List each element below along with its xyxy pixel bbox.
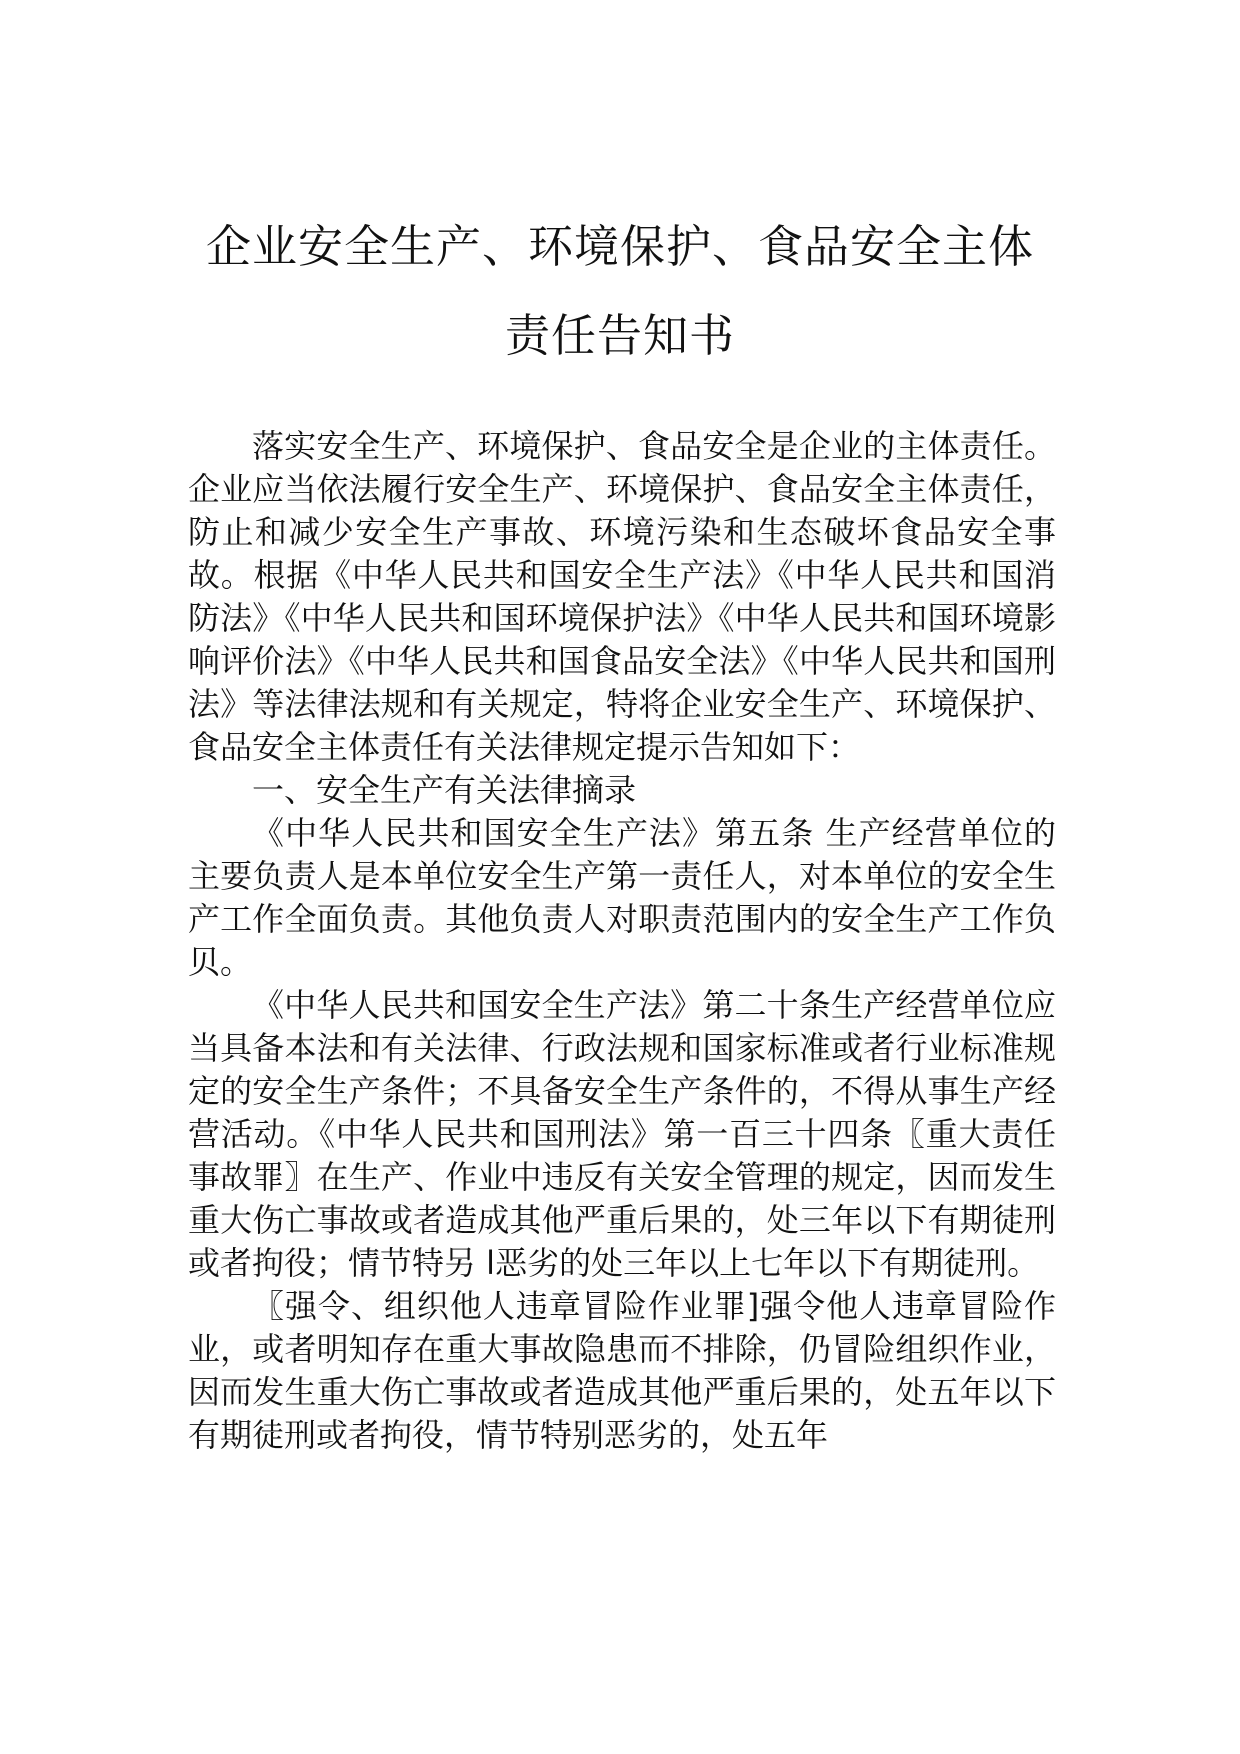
document-title-line-2: 责任告知书 — [504, 309, 735, 362]
document-body — [188, 425, 1056, 1457]
document-title-line-1: 企业安全生产、环境保护、食品安全主体 — [205, 220, 1034, 273]
law-excerpt-article-20: 《中华人民共和国安全生产法》第二十条生产经营单位应当具备本法和有关法律、行政法规和国家标准或者行业标准规定的安全生产条件；不具备安全生产条件的，不得从事生产经营活动。《中华人民共和国刑法》第一百三十四条〖重大责任事故罪〗在生产、作业中违反有关安全管理的规定，因而发生重大伤亡事故或者造成其他严重后果的，处三年以下有期徒刑或者拘役；情节特另 l恶劣的处三年以上七年以下有期徒刑。 — [188, 986, 1056, 1282]
section-heading-safety-law: 一、安全生产有关法律摘录 — [252, 771, 637, 809]
intro-paragraph: 落实安全生产、环境保护、食品安全是企业的主体责任。企业应当依法履行安全生产、环境保护、食品安全主体责任，防止和减少安全生产事故、环境污染和生态破坏食品安全事故。根据《中华人民共和国安全生产法》《中华人民共和国消防法》《中华人民共和国环境保护法》《中华人民共和国环境影响评价法》《中华人民共和国食品安全法》《中华人民共和国刑法》等法律法规和有关规定，特将企业安全生产、环境保护、食品安全主体责任有关法律规定提示告知如下： — [188, 427, 1056, 766]
law-excerpt-article-5: 《中华人民共和国安全生产法》第五条 生产经营单位的主要负责人是本单位安全生产第一责任人，对本单位的安全生产工作全面负责。其他负责人对职责范围内的安全生产工作负贝。 — [188, 814, 1056, 981]
law-excerpt-forced-risk-operation: 〖强令、组织他人违章冒险作业罪]强令他人违章冒险作业，或者明知存在重大事故隐患而不排除，仍冒险组织作业，因而发生重大伤亡事故或者造成其他严重后果的，处五年以下有期徒刑或者拘役，情节特别恶劣的，处五年 — [188, 1287, 1056, 1454]
